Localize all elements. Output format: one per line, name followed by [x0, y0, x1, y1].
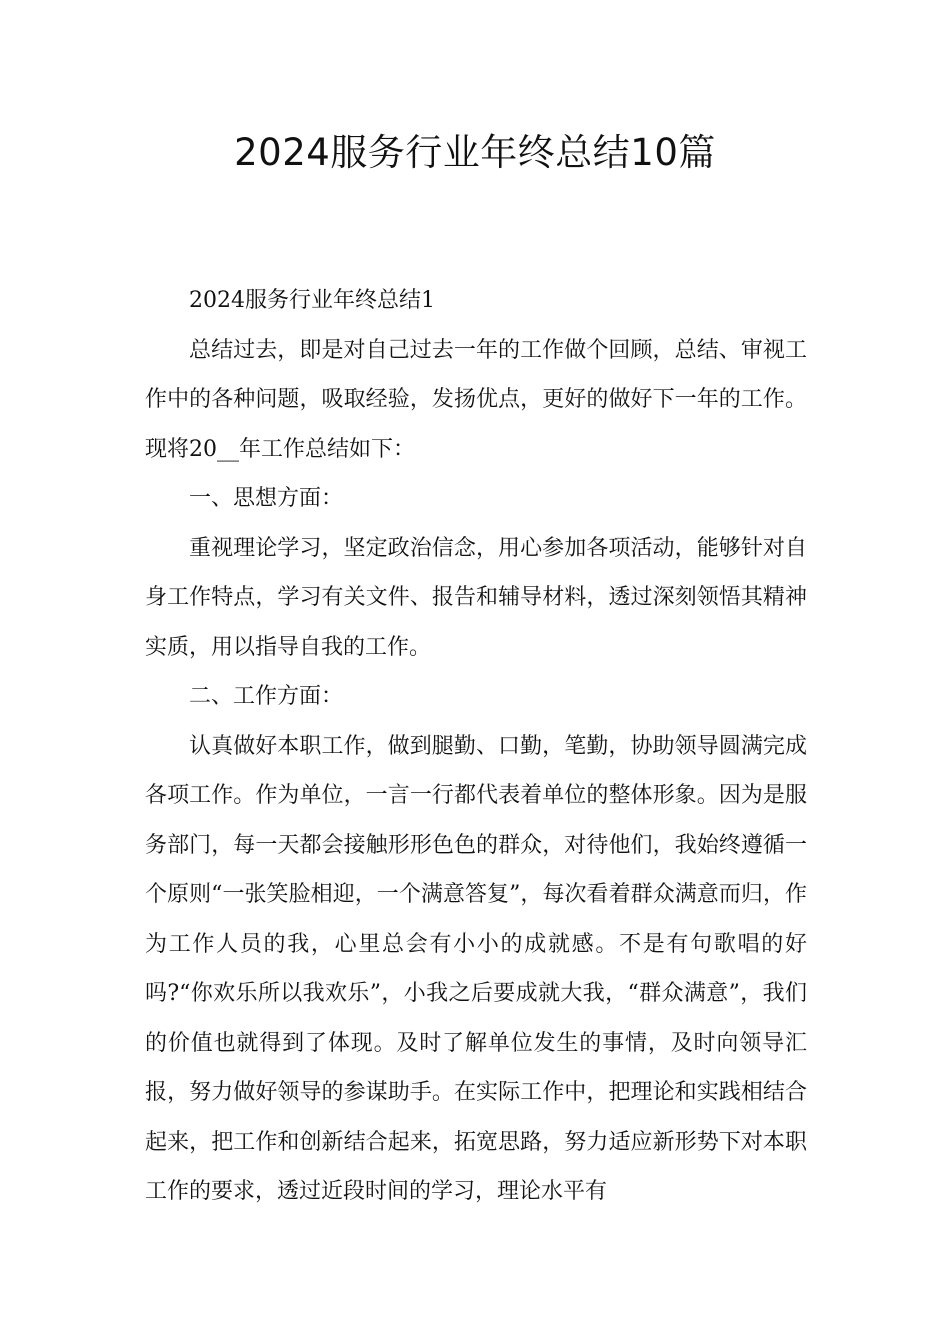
paragraph: 认真做好本职工作，做到腿勤、口勤，笔勤，协助领导圆满完成各项工作。作为单位，一言一行都代表着单位的整体形象。因为是服务部门，每一天都会接触形形色色的群众，对待他们，我始终遵循一个原则“一张笑脸相迎，一个满意答复”，每次看着群众满意而归，作为工作人员的我，心里总会有小小的成就感。不是有句歌唱的好吗?“你欢乐所以我欢乐”，小我之后要成就大我，“群众满意”，我们的价值也就得到了体现。及时了解单位发生的事情，及时向领导汇报，努力做好领导的参谋助手。在实际工作中，把理论和实践相结合起来，把工作和创新结合起来，拓宽思路，努力适应新形势下对本职工作的要求，透过近段时间的学习，理论水平有: [145, 733, 807, 1204]
paragraph: 总结过去，即是对自己过去一年的工作做个回顾，总结、审视工作中的各种问题，吸取经验，发扬优点，更好的做好下一年的工作。现将20__年工作总结如下：: [145, 337, 807, 462]
section-heading: 一、思想方面：: [189, 486, 344, 511]
section-heading: 2024服务行业年终总结1: [189, 288, 435, 313]
section-heading: 二、工作方面：: [189, 684, 344, 709]
paragraph: 重视理论学习，坚定政治信念，用心参加各项活动，能够针对自身工作特点，学习有关文件、报告和辅导材料，透过深刻领悟其精神实质，用以指导自我的工作。: [145, 535, 807, 660]
document-title: 2024服务行业年终总结10篇: [234, 131, 716, 174]
document-body: [145, 276, 807, 1217]
